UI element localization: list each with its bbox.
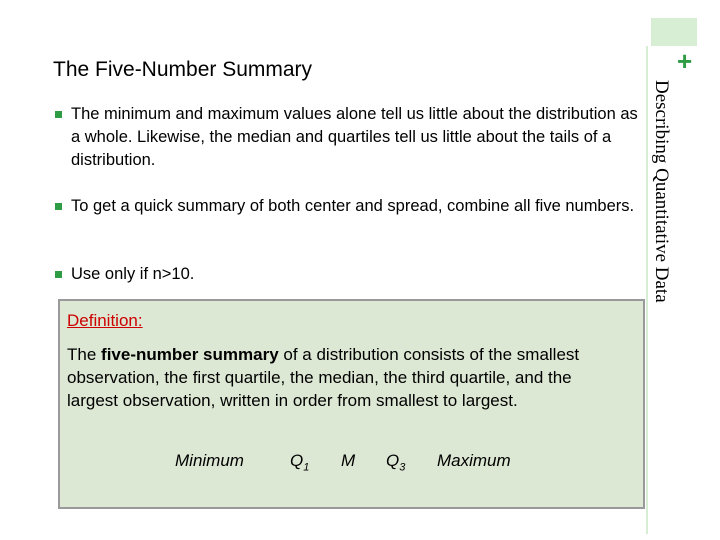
term-minimum: Minimum [175, 451, 244, 470]
definition-text [67, 343, 607, 412]
bullet-text: To get a quick summary of both center and spread, combine all five numbers. [71, 197, 635, 215]
term-q1: $Q_1$ [290, 451, 310, 474]
bullet-square-icon [55, 203, 62, 210]
definition-label: Definition: [67, 311, 143, 330]
side-section-title: Describing Quantitative Data [651, 80, 672, 303]
plus-mark: + [677, 46, 693, 76]
term-q3: $Q_3$ [386, 451, 406, 474]
bullet-square-icon [55, 271, 62, 278]
corner-accent-box [651, 18, 697, 46]
definition-intro: The [67, 345, 102, 364]
bullet-square-icon [55, 111, 62, 118]
term-median: M [341, 451, 356, 470]
side-divider [646, 46, 648, 534]
definition-term: five-number summary [101, 345, 279, 364]
term-maximum: Maximum [437, 451, 511, 470]
definition-box [58, 299, 645, 509]
bullet-text: The minimum and maximum values alone tell us little about the distribution as a whole. Likewise, the median and quartiles tell us little about the tails of a distribution. [71, 105, 638, 169]
page-title: The Five-Number Summary [53, 58, 313, 81]
definition-body: of a distribution consists of the smallest observation, the first quartile, the median, the third quartile, and the largest observation, written in order from smallest to largest. [67, 345, 580, 410]
bullet-text: Use only if n>10. [71, 265, 195, 283]
